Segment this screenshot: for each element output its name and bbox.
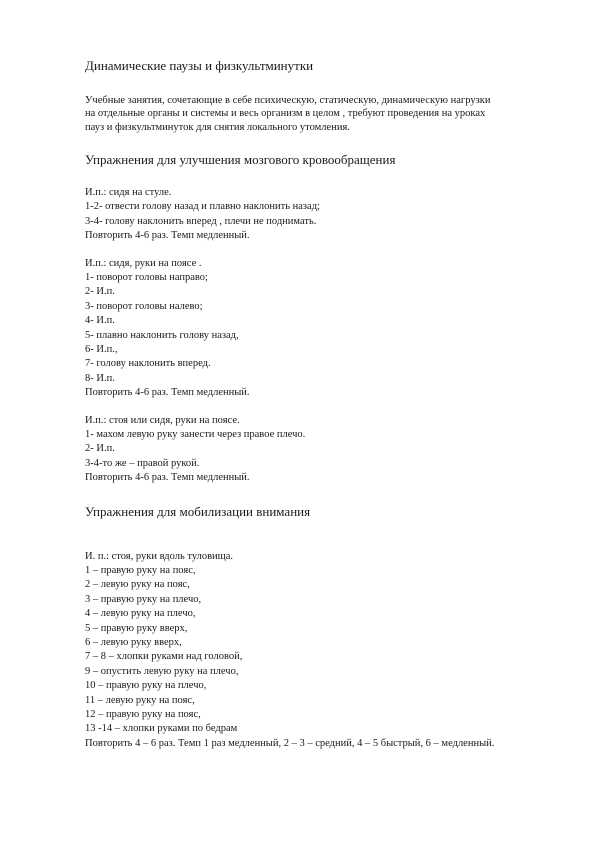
exercise-line: 6 – левую руку вверх,	[85, 637, 182, 649]
section1-heading: Упражнения для улучшения мозгового кровообращения	[85, 151, 396, 167]
section2-heading: Упражнения для мобилизации внимания	[85, 503, 311, 519]
intro-line: пауз и физкультминуток для снятия локального утомления.	[85, 121, 350, 133]
exercise-block-1	[85, 186, 555, 244]
exercise-line: 3 – правую руку на плечо,	[85, 593, 202, 605]
exercise-line: 6- И.п.,	[85, 343, 118, 355]
exercise-line: И.п.: сидя, руки на поясе .	[85, 257, 202, 269]
exercise-line: И.п.: сидя на стуле.	[85, 186, 172, 198]
exercise-line: 11 – левую руку на пояс,	[85, 694, 195, 706]
exercise-line: 7 – 8 – хлопки руками над головой,	[85, 651, 243, 663]
exercise-line: 2 – левую руку на пояс,	[85, 579, 190, 591]
exercise-line: 10 – правую руку на плечо,	[85, 680, 207, 692]
exercise-line: 1-2- отвести голову назад и плавно наклонить назад;	[85, 201, 320, 213]
exercise-line: И.п.: стоя или сидя, руки на поясе.	[85, 414, 240, 426]
document-title: Динамические паузы и физкультминутки	[85, 58, 314, 73]
exercise-line: 1- поворот головы направо;	[85, 271, 208, 283]
exercise-line: Повторить 4 – 6 раз. Темп 1 раз медленный, 2 – 3 – средний, 4 – 5 быстрый, 6 – медленный.	[85, 737, 495, 749]
exercise-line: Повторить 4-6 раз. Темп медленный.	[85, 472, 250, 484]
exercise-line: 8- И.п.	[85, 372, 115, 384]
exercise-line: 5- плавно наклонить голову назад,	[85, 329, 239, 341]
exercise-line: 9 – опустить левую руку на плечо,	[85, 665, 239, 677]
exercise-line: Повторить 4-6 раз. Темп медленный.	[85, 230, 250, 242]
exercise-line: 2- И.п.	[85, 286, 115, 298]
exercise-block-3	[85, 414, 555, 486]
intro-line: на отдельные органы и системы и весь организм в целом , требуют проведения на уроках	[85, 108, 486, 120]
exercise-line: 4 – левую руку на плечо,	[85, 608, 196, 620]
exercise-line: Повторить 4-6 раз. Темп медленный.	[85, 387, 250, 399]
intro-line: Учебные занятия, сочетающие в себе психическую, статическую, динамическую нагрузки	[85, 95, 491, 106]
exercise-line: И. п.: стоя, руки вдоль туловища.	[85, 550, 234, 562]
exercise-line: 12 – правую руку на пояс,	[85, 709, 201, 721]
exercise-line: 13 -14 – хлопки руками по бедрам	[85, 723, 238, 735]
document-page	[85, 58, 555, 751]
exercise-line: 3-4- голову наклонить вперед , плечи не поднимать.	[85, 215, 317, 227]
exercise-line: 2- И.п.	[85, 443, 115, 455]
exercise-line: 4- И.п.	[85, 315, 115, 327]
exercise-line: 3- поворот головы налево;	[85, 300, 203, 312]
exercise-line: 1 – правую руку на пояс,	[85, 565, 196, 577]
attention-exercise-block	[85, 550, 555, 752]
exercise-line: 7- голову наклонить вперед.	[85, 358, 211, 370]
exercise-block-2	[85, 257, 555, 401]
intro-paragraph	[85, 94, 555, 134]
exercise-line: 3-4-то же – правой рукой.	[85, 457, 200, 469]
exercise-line: 1- махом левую руку занести через правое плечо.	[85, 428, 306, 440]
exercise-line: 5 – правую руку вверх,	[85, 622, 188, 634]
